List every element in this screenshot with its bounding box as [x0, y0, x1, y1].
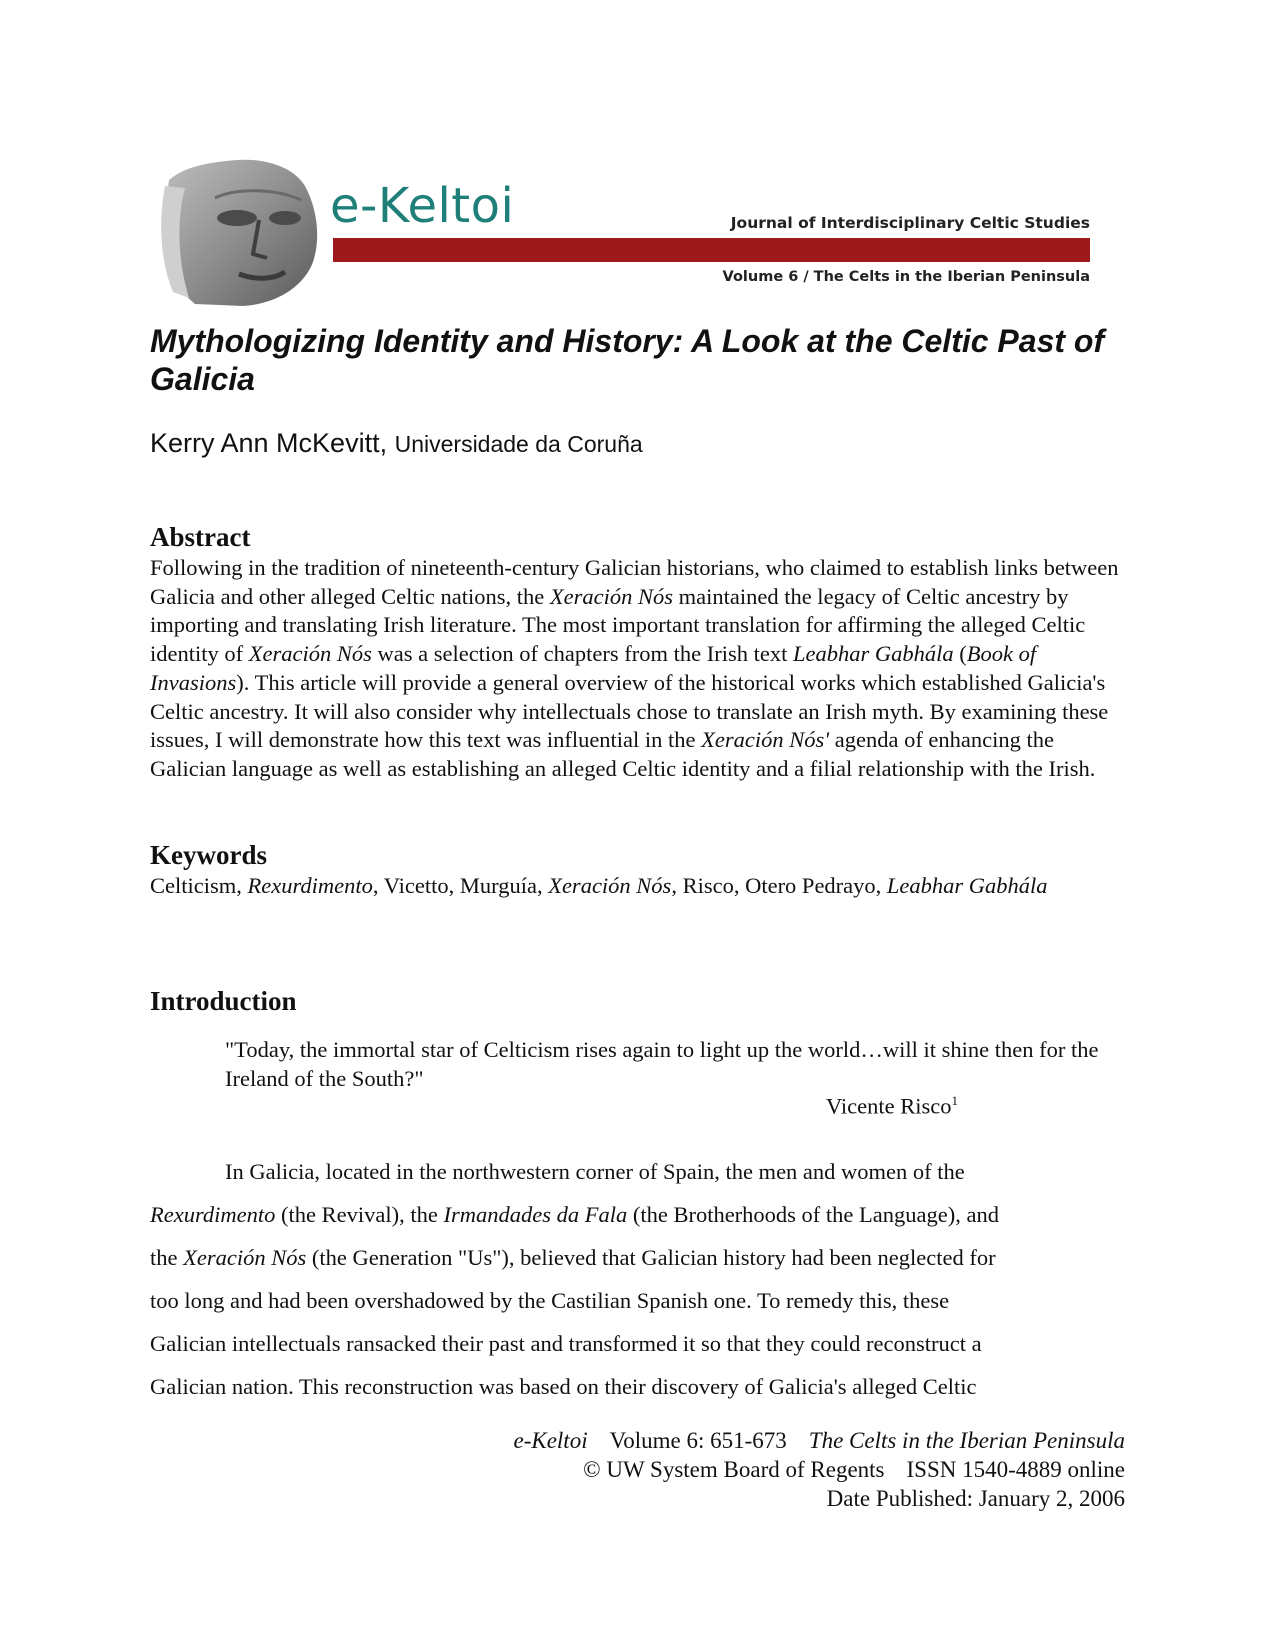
footer-line-journal	[514, 1426, 1126, 1455]
body-italic-run: Irmandades da Fala	[443, 1202, 628, 1227]
body-line	[150, 1236, 1110, 1279]
keyword-italic-run: Xeración Nós	[548, 873, 672, 898]
body-italic-run: Rexurdimento	[150, 1202, 276, 1227]
body-line	[150, 1279, 1110, 1322]
footer-issue-title: The Celts in the Iberian Peninsula	[808, 1428, 1125, 1453]
footer-issn: ISSN 1540-4889 online	[906, 1457, 1125, 1482]
introduction-body	[150, 1150, 1110, 1408]
epigraph-author: Vicente Risco	[826, 1093, 952, 1119]
body-line	[150, 1150, 1110, 1193]
abstract-italic-run: Leabhar Gabhála	[792, 641, 954, 667]
body-text-run: (the Brotherhoods of the Language), and	[627, 1202, 999, 1227]
volume-line: Volume 6 / The Celts in the Iberian Peninsula	[722, 269, 1090, 285]
keyword-run: , Vicetto, Murguía,	[372, 873, 549, 898]
keyword-italic-run: Leabhar Gabhála	[886, 873, 1048, 898]
abstract-text	[150, 554, 1130, 784]
masthead-bar	[333, 238, 1090, 262]
article-title: Mythologizing Identity and History: A Look at the Celtic Past of Galicia	[150, 323, 1105, 397]
footer-line-copyright	[514, 1455, 1126, 1484]
keyword-run: , Risco, Otero Pedrayo,	[671, 873, 887, 898]
keyword-run: Celticism,	[150, 873, 248, 898]
journal-masthead	[155, 152, 1090, 312]
body-text-run: the	[150, 1245, 184, 1270]
epigraph-quote: "Today, the immortal star of Celticism rises again to light up the world…will it shine then for the Ireland of the South?"	[225, 1037, 1099, 1091]
footer-copyright: © UW System Board of Regents	[583, 1457, 885, 1482]
author-name: Kerry Ann McKevitt,	[150, 428, 388, 458]
keyword-italic-run: Rexurdimento	[247, 873, 373, 898]
footer-journal-name: e-Keltoi	[513, 1428, 588, 1453]
abstract-text-run: (	[953, 641, 967, 667]
abstract-italic-run: Book of Invasions	[150, 641, 1037, 695]
abstract-italic-run: Xeración Nós	[248, 641, 372, 667]
body-italic-run: Xeración Nós	[183, 1245, 307, 1270]
author-line	[150, 428, 643, 459]
body-line	[150, 1365, 1110, 1408]
abstract-text-run: Following in the tradition of nineteenth-century Galician historians, who claimed to establish links between Galicia and other alleged Celtic nations, the	[150, 555, 1119, 609]
body-line	[150, 1193, 1110, 1236]
epigraph-attribution	[826, 1093, 958, 1120]
footer-line-date: Date Published: January 2, 2006	[826, 1486, 1125, 1511]
abstract-heading: Abstract	[150, 522, 251, 552]
introduction-heading: Introduction	[150, 986, 297, 1016]
journal-logo-text: e-Keltoi	[330, 178, 515, 234]
body-text-run: In Galicia, located in the northwestern corner of Spain, the men and women of the	[225, 1159, 965, 1184]
footer-volume-pages: Volume 6: 651-673	[609, 1428, 787, 1453]
author-affiliation: Universidade da Coruña	[394, 431, 643, 457]
abstract-text-run: agenda of enhancing the Galician language as well as establishing an alleged Celtic identity and a filial relationship with the Irish.	[150, 727, 1096, 781]
page-footer	[514, 1426, 1126, 1513]
body-text-run: (the Revival), the	[275, 1202, 444, 1227]
body-text-run: Galician intellectuals ransacked their past and transformed it so that they could reconstruct a	[150, 1331, 982, 1356]
footnote-ref[interactable]: 1	[951, 1093, 958, 1108]
body-text-run: Galician nation. This reconstruction was based on their discovery of Galicia's alleged Celtic	[150, 1374, 977, 1399]
body-line	[150, 1322, 1110, 1365]
body-text-run: too long and had been overshadowed by the Castilian Spanish one. To remedy this, these	[150, 1288, 950, 1313]
abstract-italic-run: Xeración Nós'	[701, 727, 830, 753]
body-text-run: (the Generation "Us"), believed that Galician history had been neglected for	[306, 1245, 996, 1270]
abstract-text-run: was a selection of chapters from the Irish text	[371, 641, 793, 667]
abstract-text-run: ). This article will provide a general overview of the historical works which established Galicia's Celtic ancestry. It will also consider why intellectuals chose to translate an Irish myth. By examining these issues, I will demonstrate how this text was influential in the	[150, 669, 1109, 753]
keywords-text	[150, 872, 1050, 901]
abstract-text-run: maintained the legacy of Celtic ancestry by importing and translating Irish literature. The most important translation for affirming the alleged Celtic identity of	[150, 583, 1086, 667]
journal-name: Journal of Interdisciplinary Celtic Studies	[730, 214, 1090, 232]
stone-carved-face-icon	[155, 158, 323, 308]
keywords-heading: Keywords	[150, 840, 267, 870]
abstract-italic-run: Xeración Nós	[549, 583, 673, 609]
